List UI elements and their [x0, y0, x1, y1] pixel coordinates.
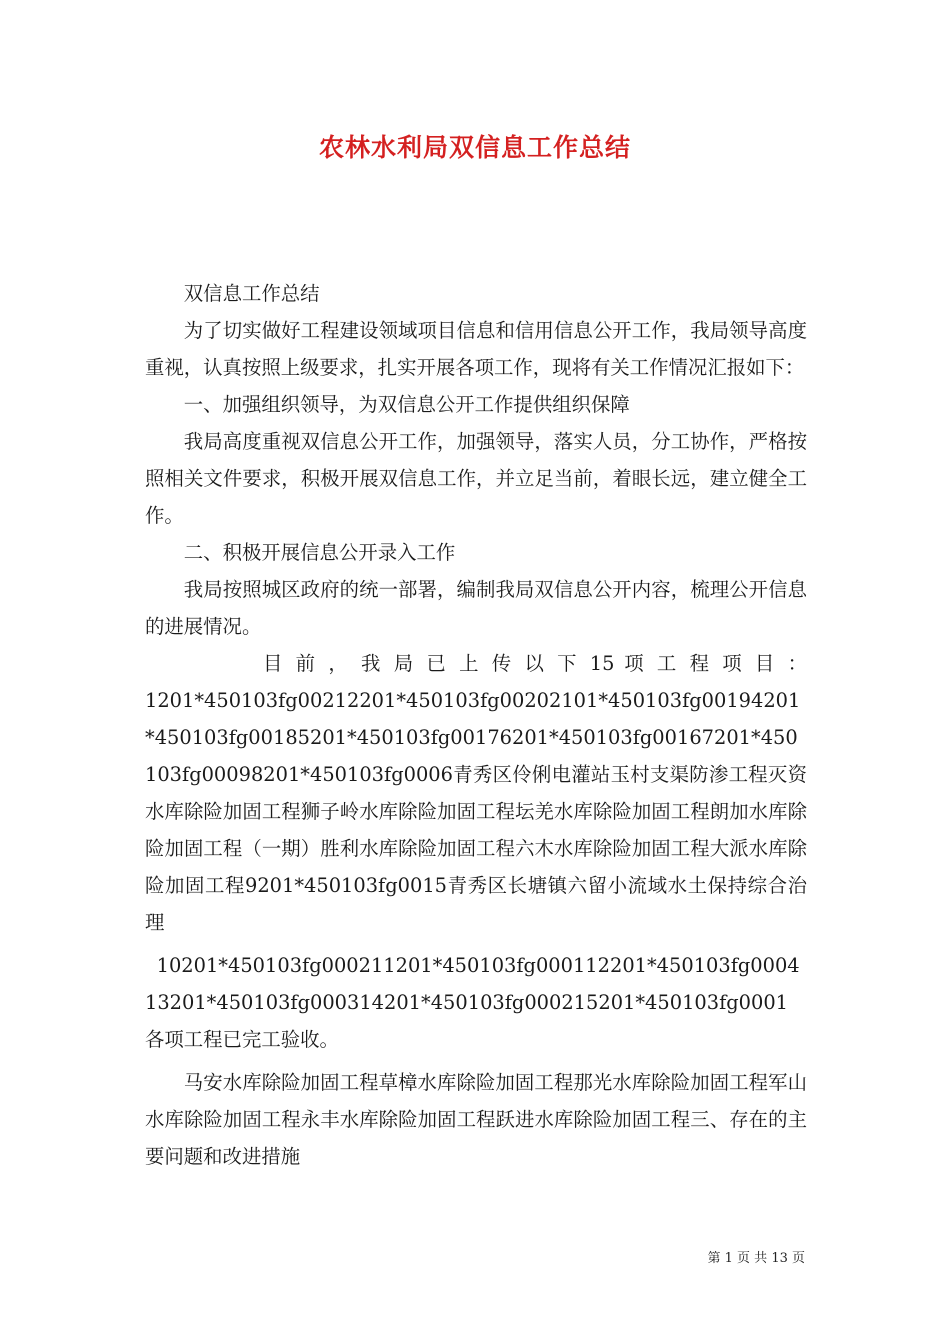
document-title: 农林水利局双信息工作总结 — [318, 133, 631, 162]
page-number: 第 1 页 共 13 页 — [707, 1251, 805, 1266]
projects-list-paragraph: 1201*450103fg00212201*450103fg00202101*450103fg00194201*450103fg00185201*450103fg00176201*450103fg00167201*450103fg00098201*450103fg0006青秀区伶俐电灌站玉村支渠防渗工程灭资水库除险加固工程狮子岭水库除险加固工程坛羌水库除险加固工程朗加水库除险加固工程（一期）胜利水库除险加固工程六木水库除险加固工程大派水库除险加固工程9201*450103fg0015青秀区长塘镇六留小流域水土保持综合治理 — [145, 689, 807, 934]
section-heading: 一、加强组织领导，为双信息公开工作提供组织保障 — [183, 393, 630, 416]
intro-paragraph: 为了切实做好工程建设领域项目信息和信用信息公开工作，我局领导高度重视，认真按照上级要求，扎实开展各项工作，现将有关工作情况汇报如下： — [145, 319, 807, 379]
section-heading: 双信息工作总结 — [183, 282, 320, 305]
completed-projects-paragraph: 10201*450103fg000211201*450103fg000112201*450103fg000413201*450103fg000314201*450103fg000215201*450103fg0001各项工程已完工验收。 — [145, 954, 800, 1051]
projects-intro-line: 目 前 ， 我 局 已 上 传 以 下 15 项 工 程 项 目 ： — [263, 652, 807, 675]
body-paragraph: 我局按照城区政府的统一部署，编制我局双信息公开内容，梳理公开信息的进展情况。 — [145, 578, 807, 638]
body-paragraph: 我局高度重视双信息公开工作，加强领导，落实人员，分工协作，严格按照相关文件要求，积极开展双信息工作，并立足当前，着眼长远，建立健全工作。 — [145, 430, 807, 527]
section-heading: 二、积极开展信息公开录入工作 — [183, 541, 456, 564]
body-paragraph: 马安水库除险加固工程草樟水库除险加固工程那光水库除险加固工程军山水库除险加固工程永丰水库除险加固工程跃进水库除险加固工程三、存在的主要问题和改进措施 — [145, 1071, 807, 1168]
document-body — [145, 275, 807, 1175]
